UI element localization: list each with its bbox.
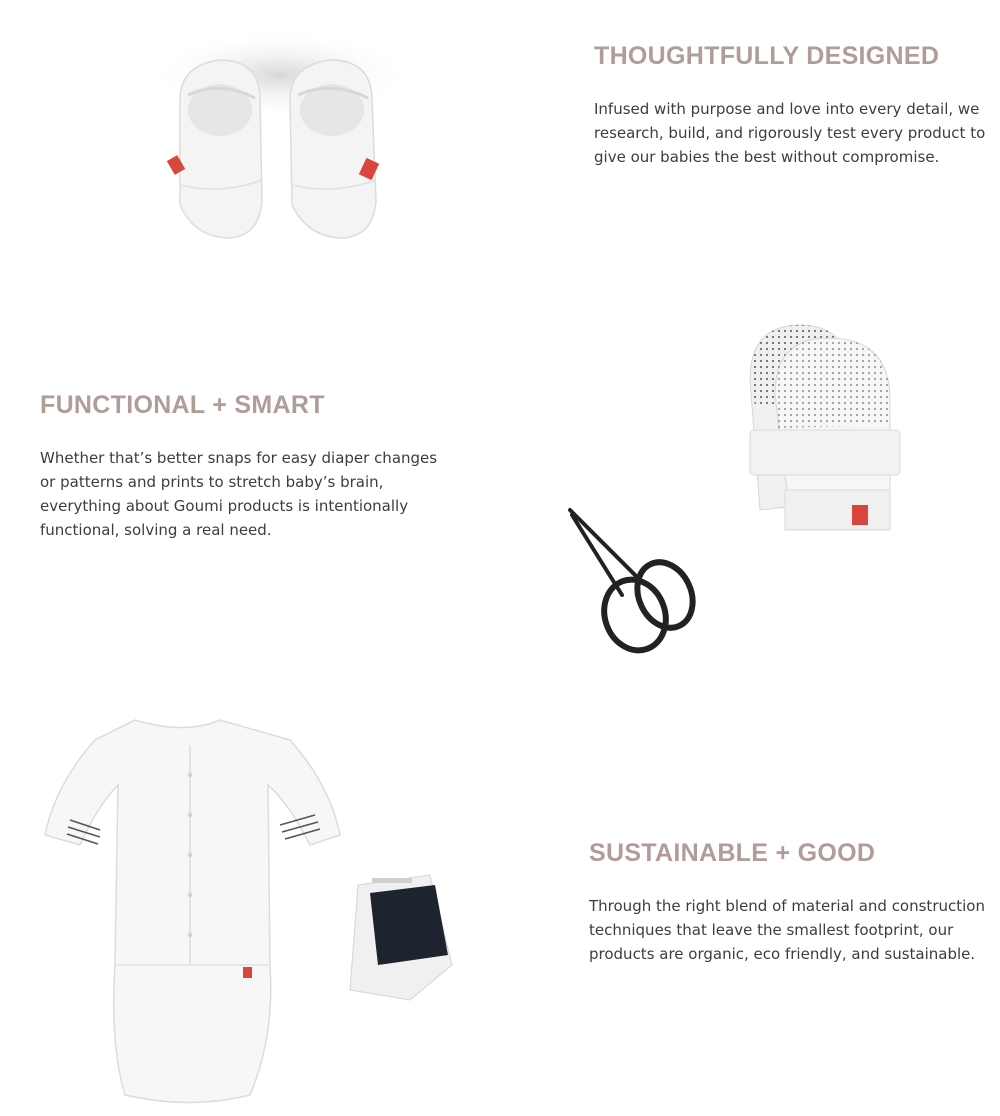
section-sustainable-good (589, 838, 989, 966)
section-heading: SUSTAINABLE + GOOD (589, 839, 876, 867)
baby-booties-image (140, 20, 420, 260)
section-heading: THOUGHTFULLY DESIGNED (594, 42, 940, 70)
section-thoughtfully-designed (594, 41, 989, 169)
section-body: Infused with purpose and love into every detail, we research, build, and rigorously test every product to give our babies the best without compromise. (594, 100, 986, 166)
section-body: Whether that’s better snaps for easy diaper changes or patterns and prints to stretch baby’s brain, everything about Goumi products is intentionally functional, solving a real need. (40, 449, 438, 539)
mittens-and-scissors-image (560, 310, 940, 660)
section-heading: FUNCTIONAL + SMART (40, 391, 325, 419)
sleep-gown-and-fabric-swatch-image (40, 715, 460, 1110)
section-body: Through the right blend of material and construction techniques that leave the smallest footprint, our products are organic, eco friendly, and sustainable. (589, 897, 985, 963)
section-functional-smart (40, 390, 440, 542)
